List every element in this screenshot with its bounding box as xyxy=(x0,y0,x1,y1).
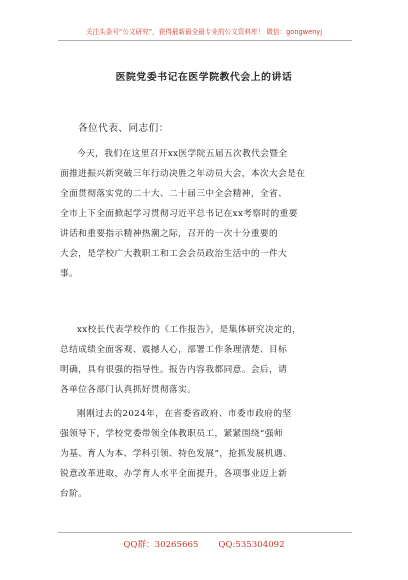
paragraph-line: 总结成绩全面客观、震撼人心，部署工作条理清楚、目标 xyxy=(60,345,288,355)
paragraph-line: 各单位各部门认真抓好贯彻落实。 xyxy=(60,385,197,395)
paragraph-2 xyxy=(60,320,350,400)
header-promo-note: 关注头条号“公文研究”，获得最新最全最专业的公文资料库！ 微信：gongwenyj xyxy=(85,28,323,36)
paragraph-line: 刚刚过去的2024年，在省委省政府、市委市政府的坚 xyxy=(77,409,292,419)
paragraph-3 xyxy=(60,404,350,504)
paragraph-line: 全面贯彻落实党的二十大、二十届三中全会精神，全省、 xyxy=(60,189,288,199)
header-divider xyxy=(58,40,352,41)
paragraph-line: 明确，具有很强的指导性。报告内容我都同意。会后，请 xyxy=(60,365,288,375)
paragraph-line: 全市上下全面掀起学习贯彻习近平总书记在xx考察时的重要 xyxy=(60,209,298,219)
paragraph-line: 面推进振兴新突破三年行动决胜之年动员大会，本次大会是在 xyxy=(60,169,306,179)
paragraph-line: 台阶。 xyxy=(60,489,88,499)
paragraph-line: 大会，是学校广大教职工和工会会员政治生活中的一件大 xyxy=(60,249,288,259)
paragraph-line: 为基、育人为本、学科引领、特色发展”，抢抓发展机遇、 xyxy=(60,449,293,459)
footer-qq-group: QQ群：30265665 xyxy=(123,540,199,550)
paragraph-line: xx校长代表学校作的《工作报告》，是集体研究决定的， xyxy=(77,325,302,335)
paragraph-line: 锐意改革进取，办学育人水平全面提升，各项事业迈上新 xyxy=(60,469,288,479)
paragraph-line: 讲话和重要指示精神热潮之际，召开的一次十分重要的 xyxy=(60,229,279,239)
document-title: 医院党委书记在医学院教代会上的讲话 xyxy=(115,72,293,83)
paragraph-line: 今天，我们在这里召开xx医学院五届五次教代会暨全 xyxy=(77,149,288,159)
footer-divider xyxy=(58,532,352,533)
salutation: 各位代表、同志们： xyxy=(78,123,169,134)
paragraph-1 xyxy=(60,144,350,284)
paragraph-line: 强领导下，学校党委带领全体教职员工，紧紧围绕“强师 xyxy=(60,429,283,439)
paragraph-line: 事。 xyxy=(60,269,79,279)
footer-contact xyxy=(0,538,408,550)
footer-qq: QQ:535304092 xyxy=(218,540,285,550)
